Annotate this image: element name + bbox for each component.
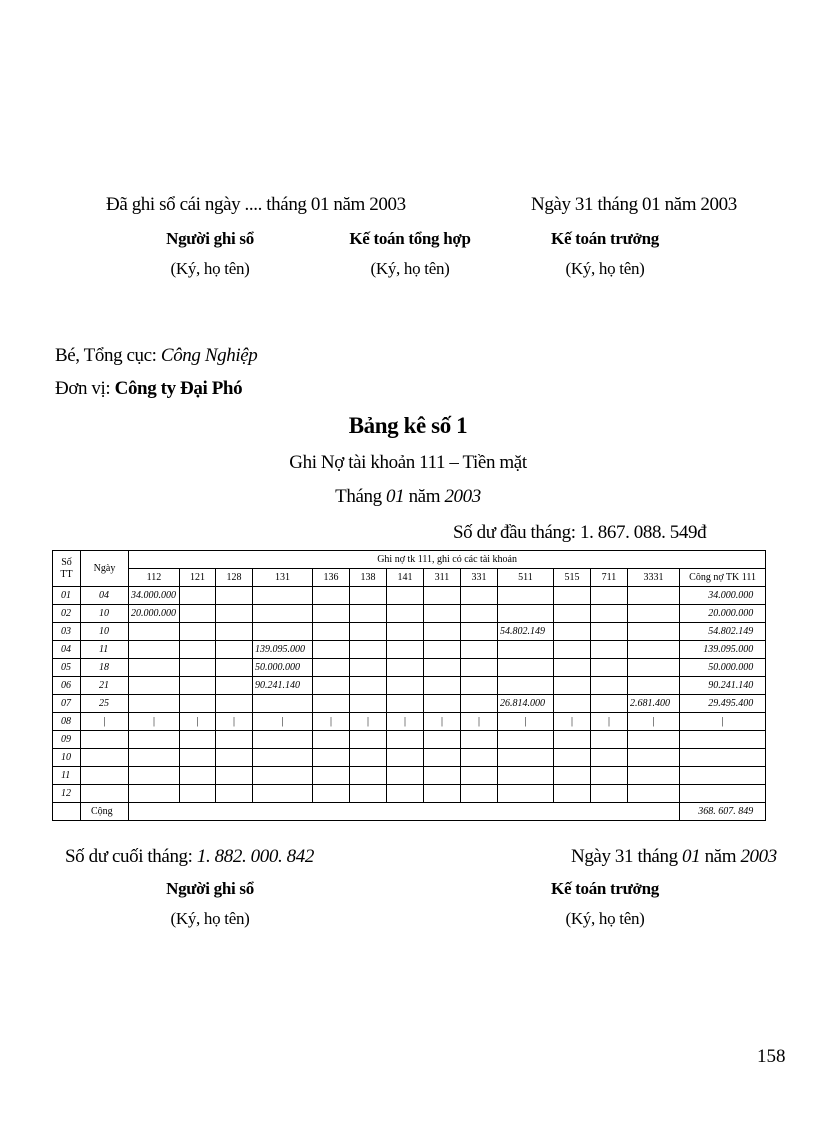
table-row: [53, 677, 766, 695]
row-cell: [313, 587, 350, 605]
row-cell: [313, 677, 350, 695]
row-cell: [680, 767, 766, 785]
row-cell: [498, 731, 554, 749]
row-cell: [461, 749, 498, 767]
row-cell: |: [350, 713, 387, 731]
row-cell: [180, 605, 216, 623]
signer-recorder-sub: (Ký, họ tên): [170, 259, 250, 278]
row-cell: [591, 587, 628, 605]
row-cell: [180, 623, 216, 641]
row-cell: [253, 587, 313, 605]
table-row: [53, 785, 766, 803]
row-cell: [554, 749, 591, 767]
table-row: [53, 659, 766, 677]
closing-label: Số dư cuối tháng:: [65, 846, 197, 867]
table-row: [53, 767, 766, 785]
table-row: [53, 713, 766, 731]
row-cell: [461, 785, 498, 803]
table-row: [53, 623, 766, 641]
row-cell: [216, 587, 253, 605]
row-cell: [554, 731, 591, 749]
row-cell: [216, 641, 253, 659]
row-cell: [253, 767, 313, 785]
total-label: Cộng: [81, 803, 129, 821]
month-mid: năm: [404, 486, 445, 507]
row-cell: [253, 749, 313, 767]
row-cell: [180, 731, 216, 749]
bottom-signer-chief-sub: (Ký, họ tên): [565, 909, 645, 928]
row-cell: [313, 695, 350, 713]
bottom-signer-recorder-title: Người ghi sổ: [166, 879, 254, 898]
row-cell: [129, 659, 180, 677]
row-cell: [424, 767, 461, 785]
row-day: 10: [81, 605, 129, 623]
row-cell: [591, 677, 628, 695]
month-prefix: Tháng: [335, 486, 387, 507]
row-cell: [387, 731, 424, 749]
row-cell: 139.095.000: [680, 641, 766, 659]
row-stt: 05: [53, 659, 81, 677]
document-subtitle: Ghi Nợ tài khoản 111 – Tiền mặt: [289, 452, 527, 473]
account-header: 515: [554, 569, 591, 587]
row-cell: [424, 641, 461, 659]
row-cell: [498, 587, 554, 605]
row-cell: [628, 623, 680, 641]
row-cell: |: [387, 713, 424, 731]
row-cell: [129, 767, 180, 785]
month-value: 01: [386, 486, 405, 507]
row-cell: [180, 785, 216, 803]
account-header: 131: [253, 569, 313, 587]
bottom-date-mid: năm: [700, 846, 741, 867]
account-header: 711: [591, 569, 628, 587]
account-header: 3331: [628, 569, 680, 587]
row-stt: 04: [53, 641, 81, 659]
row-cell: [461, 731, 498, 749]
table-row: [53, 695, 766, 713]
row-stt: 07: [53, 695, 81, 713]
row-cell: [253, 785, 313, 803]
row-cell: [180, 749, 216, 767]
row-cell: [253, 731, 313, 749]
bottom-date-prefix: Ngày 31 tháng: [571, 846, 683, 867]
row-cell: 34.000.000: [129, 587, 180, 605]
closing-balance: [65, 846, 314, 868]
row-stt: 11: [53, 767, 81, 785]
row-stt: 09: [53, 731, 81, 749]
ministry-value: Công Nghiệp: [160, 345, 258, 366]
row-cell: [350, 641, 387, 659]
row-cell: |: [498, 713, 554, 731]
bottom-date-year: 2003: [740, 846, 777, 867]
row-cell: |: [180, 713, 216, 731]
table-header-row-1: [53, 551, 766, 569]
row-cell: [350, 767, 387, 785]
row-cell: [591, 623, 628, 641]
row-cell: [387, 587, 424, 605]
row-day: |: [81, 713, 129, 731]
row-cell: [628, 731, 680, 749]
ministry-label: Bé, Tổng cục:: [55, 345, 161, 366]
row-cell: |: [554, 713, 591, 731]
bottom-date-month: 01: [682, 846, 701, 867]
opening-balance: Số dư đầu tháng: 1. 867. 088. 549đ: [453, 522, 707, 543]
row-day: 10: [81, 623, 129, 641]
account-header: 511: [498, 569, 554, 587]
row-cell: [313, 749, 350, 767]
row-cell: |: [680, 713, 766, 731]
row-day: [81, 749, 129, 767]
row-cell: [461, 587, 498, 605]
row-cell: [216, 605, 253, 623]
row-cell: [253, 623, 313, 641]
bottom-signer-recorder-sub: (Ký, họ tên): [170, 909, 250, 928]
row-cell: [591, 785, 628, 803]
row-cell: |: [461, 713, 498, 731]
row-cell: [387, 623, 424, 641]
row-day: [81, 767, 129, 785]
row-cell: [680, 749, 766, 767]
row-cell: |: [313, 713, 350, 731]
bottom-date-line: [571, 846, 777, 868]
row-cell: [216, 695, 253, 713]
row-cell: [180, 587, 216, 605]
account-header: Công nợ TK 111: [680, 569, 766, 587]
row-cell: [554, 659, 591, 677]
table-row: [53, 749, 766, 767]
account-header: 311: [424, 569, 461, 587]
row-cell: [628, 767, 680, 785]
row-cell: [591, 605, 628, 623]
row-cell: [628, 641, 680, 659]
row-cell: [387, 641, 424, 659]
total-value: 368. 607. 849: [680, 803, 766, 821]
row-cell: [387, 677, 424, 695]
row-stt: 02: [53, 605, 81, 623]
row-day: 25: [81, 695, 129, 713]
row-cell: [591, 695, 628, 713]
row-cell: [313, 731, 350, 749]
row-cell: [253, 695, 313, 713]
row-cell: [350, 623, 387, 641]
row-cell: [313, 605, 350, 623]
row-cell: [554, 695, 591, 713]
row-cell: [628, 605, 680, 623]
row-cell: [554, 767, 591, 785]
account-header: 112: [129, 569, 180, 587]
row-cell: [350, 785, 387, 803]
row-stt: 08: [53, 713, 81, 731]
row-cell: [461, 605, 498, 623]
account-header: 331: [461, 569, 498, 587]
row-stt: 01: [53, 587, 81, 605]
row-cell: [129, 623, 180, 641]
row-cell: [461, 659, 498, 677]
account-header: 136: [313, 569, 350, 587]
row-cell: [350, 731, 387, 749]
row-cell: [424, 785, 461, 803]
row-cell: [387, 767, 424, 785]
signer-chief-accountant-sub: (Ký, họ tên): [565, 259, 645, 278]
group-header: Ghi nợ tk 111, ghi có các tài khoản: [129, 551, 766, 569]
signer-general-accountant-title: Kế toán tổng hợp: [349, 229, 471, 248]
row-cell: 26.814.000: [498, 695, 554, 713]
row-cell: 50.000.000: [680, 659, 766, 677]
row-cell: [461, 641, 498, 659]
row-cell: 29.495.400: [680, 695, 766, 713]
account-header: 141: [387, 569, 424, 587]
row-cell: [350, 695, 387, 713]
row-cell: [313, 767, 350, 785]
row-cell: [313, 641, 350, 659]
bottom-signer-chief-title: Kế toán trưởng: [551, 879, 659, 898]
ministry-line: [55, 345, 257, 367]
row-day: [81, 785, 129, 803]
row-cell: 2.681.400: [628, 695, 680, 713]
row-cell: [387, 785, 424, 803]
row-cell: [461, 623, 498, 641]
row-cell: [387, 749, 424, 767]
row-cell: [628, 659, 680, 677]
row-cell: [216, 767, 253, 785]
row-cell: [680, 785, 766, 803]
row-cell: [498, 605, 554, 623]
ledger-table: [52, 550, 766, 821]
row-cell: [180, 659, 216, 677]
row-cell: [424, 623, 461, 641]
row-cell: [628, 749, 680, 767]
row-cell: [129, 677, 180, 695]
row-cell: [461, 695, 498, 713]
row-cell: [591, 731, 628, 749]
row-cell: [498, 767, 554, 785]
row-cell: |: [129, 713, 180, 731]
col-stt-header: Số TT: [53, 551, 81, 587]
row-cell: [424, 587, 461, 605]
ledger-body: [53, 587, 766, 803]
row-cell: [498, 749, 554, 767]
row-cell: [498, 677, 554, 695]
row-cell: [424, 731, 461, 749]
row-cell: |: [424, 713, 461, 731]
row-stt: 10: [53, 749, 81, 767]
total-stt-cell: [53, 803, 81, 821]
row-stt: 12: [53, 785, 81, 803]
recorded-date-line: Đã ghi sổ cái ngày .... tháng 01 năm 2003: [106, 194, 406, 215]
row-cell: [216, 677, 253, 695]
total-row: [53, 803, 766, 821]
row-cell: [554, 623, 591, 641]
col-date-header: Ngày: [81, 551, 129, 587]
row-cell: 20.000.000: [129, 605, 180, 623]
account-header: 138: [350, 569, 387, 587]
signer-chief-accountant-title: Kế toán trưởng: [551, 229, 659, 248]
table-row: [53, 641, 766, 659]
row-cell: [498, 785, 554, 803]
row-cell: [387, 695, 424, 713]
closing-value: 1. 882. 000. 842: [196, 846, 314, 867]
row-cell: 90.241.140: [680, 677, 766, 695]
row-cell: [350, 605, 387, 623]
row-cell: [424, 605, 461, 623]
row-cell: [461, 767, 498, 785]
row-cell: [554, 677, 591, 695]
row-cell: [216, 623, 253, 641]
row-cell: [424, 749, 461, 767]
row-day: 18: [81, 659, 129, 677]
row-cell: [216, 731, 253, 749]
row-cell: 54.802.149: [680, 623, 766, 641]
row-cell: [350, 749, 387, 767]
row-cell: 90.241.140: [253, 677, 313, 695]
row-cell: [350, 677, 387, 695]
row-cell: [313, 785, 350, 803]
row-cell: [313, 659, 350, 677]
row-cell: [424, 695, 461, 713]
row-cell: 34.000.000: [680, 587, 766, 605]
signer-general-accountant-sub: (Ký, họ tên): [370, 259, 450, 278]
table-row: [53, 605, 766, 623]
page-number: 158: [757, 1046, 786, 1067]
row-cell: |: [628, 713, 680, 731]
row-cell: [628, 587, 680, 605]
row-stt: 06: [53, 677, 81, 695]
account-header: 128: [216, 569, 253, 587]
row-cell: [253, 605, 313, 623]
row-cell: [680, 731, 766, 749]
row-cell: [461, 677, 498, 695]
top-date-line: Ngày 31 tháng 01 năm 2003: [531, 194, 737, 215]
row-cell: [129, 641, 180, 659]
row-cell: [554, 785, 591, 803]
row-cell: [216, 659, 253, 677]
row-cell: [591, 767, 628, 785]
row-cell: [387, 659, 424, 677]
row-cell: [628, 677, 680, 695]
unit-line: [55, 378, 242, 400]
row-cell: |: [591, 713, 628, 731]
row-cell: [591, 659, 628, 677]
row-cell: [628, 785, 680, 803]
row-cell: |: [216, 713, 253, 731]
row-cell: 50.000.000: [253, 659, 313, 677]
row-cell: [129, 695, 180, 713]
document-month: [258, 486, 558, 508]
row-cell: 20.000.000: [680, 605, 766, 623]
row-day: [81, 731, 129, 749]
row-cell: [129, 749, 180, 767]
row-day: 11: [81, 641, 129, 659]
row-cell: [216, 749, 253, 767]
table-row: [53, 587, 766, 605]
row-day: 21: [81, 677, 129, 695]
table-row: [53, 731, 766, 749]
row-cell: [498, 659, 554, 677]
row-cell: [350, 659, 387, 677]
account-header: 121: [180, 569, 216, 587]
document-title: Bảng kê số 1: [348, 413, 468, 438]
row-cell: 54.802.149: [498, 623, 554, 641]
row-cell: [554, 641, 591, 659]
row-cell: [180, 695, 216, 713]
row-stt: 03: [53, 623, 81, 641]
row-cell: |: [253, 713, 313, 731]
unit-value: Công ty Đại Phó: [114, 378, 243, 399]
row-cell: [350, 587, 387, 605]
row-cell: [180, 641, 216, 659]
total-blank: [129, 803, 680, 821]
row-cell: [180, 767, 216, 785]
row-cell: [180, 677, 216, 695]
year-value: 2003: [444, 486, 481, 507]
row-cell: [129, 785, 180, 803]
row-cell: [554, 587, 591, 605]
table-header-row-2: [53, 569, 766, 587]
row-cell: [591, 749, 628, 767]
signer-recorder-title: Người ghi sổ: [166, 229, 254, 248]
row-cell: [129, 731, 180, 749]
row-cell: [591, 641, 628, 659]
row-cell: [424, 659, 461, 677]
row-cell: [424, 677, 461, 695]
row-day: 04: [81, 587, 129, 605]
row-cell: [216, 785, 253, 803]
row-cell: [554, 605, 591, 623]
unit-label: Đơn vị:: [55, 378, 115, 399]
row-cell: 139.095.000: [253, 641, 313, 659]
row-cell: [498, 641, 554, 659]
row-cell: [313, 623, 350, 641]
row-cell: [387, 605, 424, 623]
